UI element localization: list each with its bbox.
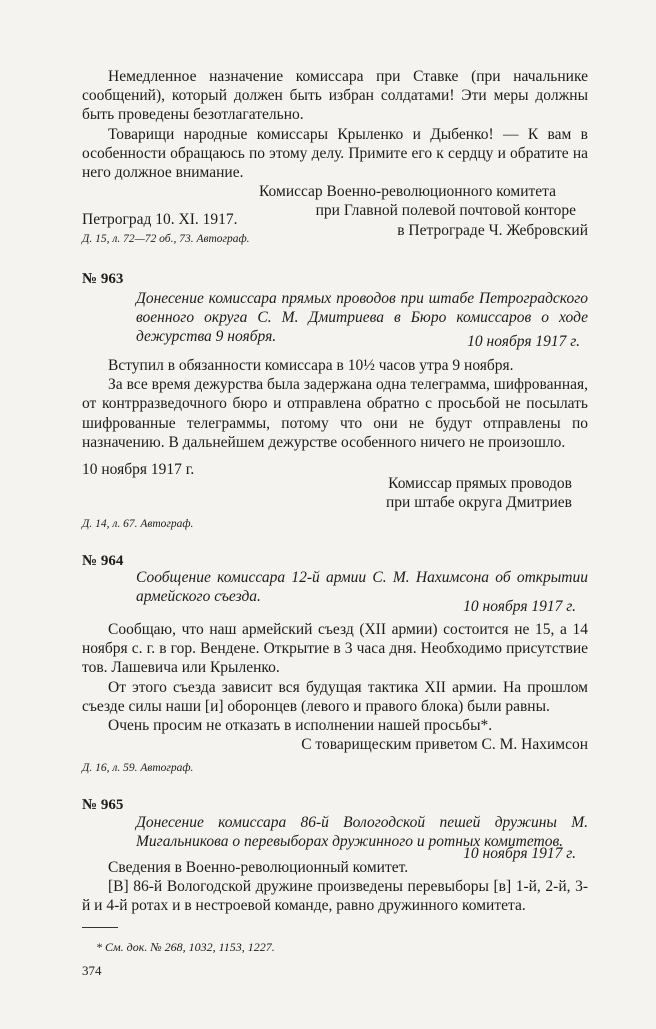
document-date: 10 ноября 1917 г.	[467, 333, 580, 350]
document-title: Донесение комиссара прямых проводов при штабе Петроградского военного округа С. М. Дмитриева в Бюро комиссаров о ходе дежурства 9 ноября.	[136, 290, 588, 345]
paragraph: За все время дежурства была задержана одна телеграмма, шифрованная, от контрразведочного бюро и отправлена обратно с просьбой не посылать шифрованные телеграммы, потому что они не будут отправлены по назначению. В дальнейшем дежурстве особенного ничего не произошло.	[82, 376, 588, 451]
document-number: № 964	[82, 553, 124, 569]
document-body	[82, 356, 588, 452]
document-number: № 965	[82, 797, 124, 813]
document-date: 10 ноября 1917 г.	[463, 845, 576, 862]
document-title: Донесение комиссара 86-й Вологодской пешей дружины М. Мигальникова о перевыборах дружинного и ротных комитетов.	[136, 814, 588, 850]
document-body	[82, 858, 588, 916]
paragraph: От этого съезда зависит вся будущая тактика XII армии. На прошлом съезде силы наши [и] оборонцев (левого и правого блока) были равны.	[82, 678, 588, 715]
paragraph: Сведения в Военно-революционный комитет.	[108, 859, 409, 876]
page-number: 374	[82, 963, 102, 978]
document-title: Сообщение комиссара 12-й армии С. М. Нахимсона об открытии армейского съезда.	[136, 569, 588, 605]
document-date: 10 ноября 1917 г.	[82, 461, 195, 478]
paragraph: [В] 86-й Вологодской дружине произведены перевыборы [в] 1-й, 2-й, 3-й и 4-й ротах и в нестроевой команде, равно дружинного комитета.	[82, 878, 588, 915]
document-date: 10 ноября 1917 г.	[463, 598, 576, 615]
signature-line: С товарищеским приветом С. М. Нахимсон	[301, 736, 588, 754]
signature-line: Комиссар прямых проводов	[388, 475, 572, 492]
signature-line: при штабе округа Дмитриев	[386, 494, 572, 511]
signature-line: в Петрограде Ч. Жебровский	[397, 221, 588, 239]
paragraph: Товарищи народные комиссары Крыленко и Дыбенко! — К вам в особенности обращаюсь по этому делу. Примите его к сердцу и обратите на него должное внимание.	[82, 125, 588, 182]
place-date: Петроград 10. XI. 1917.	[82, 211, 238, 228]
signature-line: при Главной полевой почтовой конторе	[315, 202, 576, 220]
paragraph: Сообщаю, что наш армейский съезд (XII армии) состоится не 15, а 14 ноября с. г. в гор. Вендене. Открытие в 3 часа дня. Необходимо присутствие тов. Лашевича или Крыленко.	[82, 621, 588, 677]
document-number: № 963	[82, 271, 124, 287]
source-note: Д. 15, л. 72—72 об., 73. Автограф.	[82, 233, 250, 245]
footnote-rule	[82, 927, 118, 928]
paragraph: Очень просим не отказать в исполнении нашей просьбы*.	[108, 717, 493, 735]
paragraph: Вступил в обязанности комиссара в 10½ часов утра 9 ноября.	[108, 357, 514, 374]
paragraph: Немедленное назначение комиссара при Ставке (при начальнике сообщений), который должен быть избран солдатами! Эти меры должны быть проведены безотлагательно.	[82, 68, 588, 124]
source-note: Д. 14, л. 67. Автограф.	[82, 518, 194, 530]
signature-line: Комиссар Военно-революционного комитета	[258, 183, 556, 201]
source-note: Д. 16, л. 59. Автограф.	[82, 762, 194, 774]
footnote: * См. док. № 268, 1032, 1153, 1227.	[96, 940, 275, 954]
document-body	[82, 620, 588, 754]
